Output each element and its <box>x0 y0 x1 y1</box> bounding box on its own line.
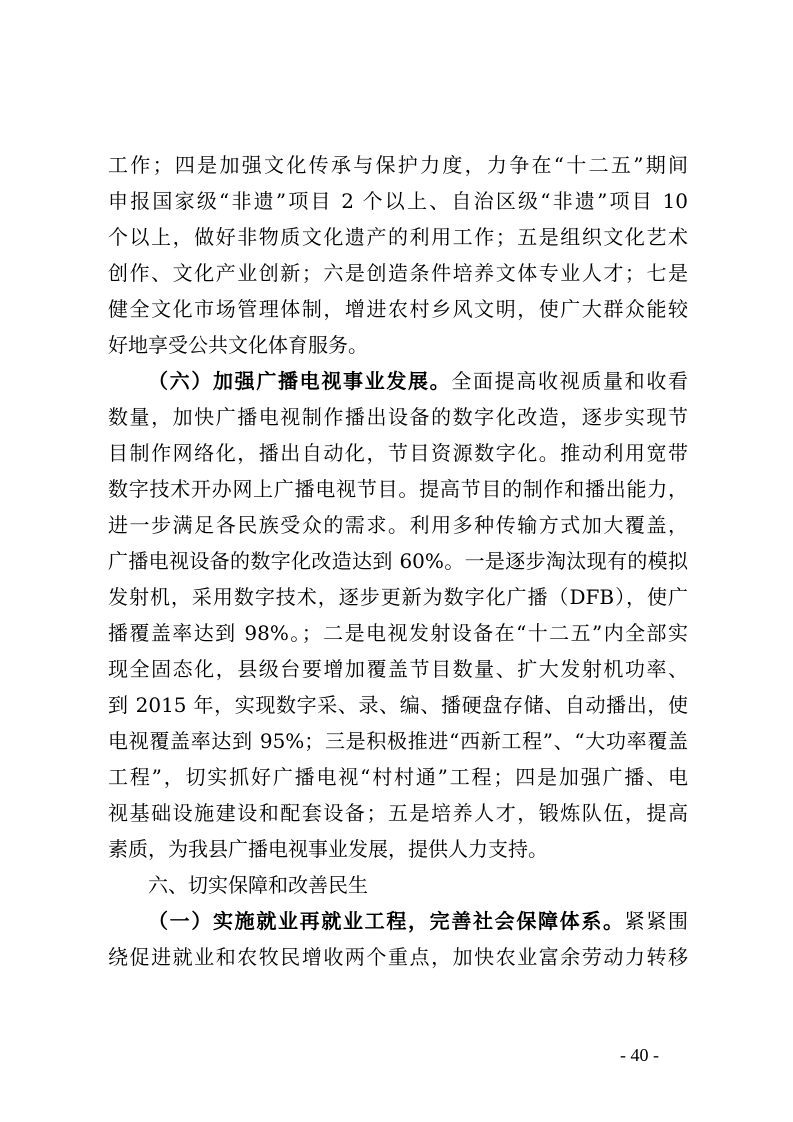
paragraph-line: 播覆盖率达到 98%。；二是电视发射设备在“十二五”内全部实 <box>108 621 688 645</box>
paragraph-line: 个以上，做好非物质文化遗产的利用工作；五是组织文化艺术 <box>108 225 688 249</box>
paragraph-line: 创作、文化产业创新；六是创造条件培养文体专业人才；七是 <box>108 261 688 285</box>
paragraph-line: 到 2015 年，实现数字采、录、编、播硬盘存储、自动播出，使 <box>108 693 688 717</box>
paragraph-line: 工程”，切实抓好广播电视“村村通”工程；四是加强广播、电 <box>108 765 688 789</box>
paragraph-line: 电视覆盖率达到 95%；三是积极推进“西新工程”、“大功率覆盖 <box>108 729 688 753</box>
paragraph-line: 绕促进就业和农牧民增收两个重点，加快农业富余劳动力转移 <box>108 945 688 969</box>
paragraph-line: 申报国家级“非遗”项目 2 个以上、自治区级“非遗”项目 10 <box>108 189 688 213</box>
section-heading: （六）加强广播电视事业发展。 <box>148 369 452 393</box>
paragraph-line: 数量，加快广播电视制作播出设备的数字化改造，逐步实现节 <box>108 405 688 429</box>
paragraph-line: 广播电视设备的数字化改造达到 60%。一是逐步淘汰现有的模拟 <box>108 549 688 573</box>
section-text: 全面提高收视质量和收看 <box>451 369 689 393</box>
section-first-line <box>148 904 688 938</box>
paragraph-line: 好地享受公共文化体育服务。 <box>108 333 368 357</box>
paragraph-line: 进一步满足各民族受众的需求。利用多种传输方式加大覆盖， <box>108 513 688 537</box>
section-text: 紧紧围 <box>624 909 689 933</box>
paragraph-line: 素质，为我县广播电视事业发展，提供人力支持。 <box>108 837 548 861</box>
section-first-line <box>148 364 688 398</box>
paragraph-line: 现全固态化，县级台要增加覆盖节目数量、扩大发射机功率、 <box>108 657 688 681</box>
chapter-heading: 六、切实保障和改善民生 <box>148 873 368 897</box>
paragraph-line: 数字技术开办网上广播电视节目。提高节目的制作和播出能力， <box>108 477 688 501</box>
paragraph-line: 视基础设施建设和配套设备；五是培养人才，锻炼队伍，提高 <box>108 801 688 825</box>
section-heading: （一）实施就业再就业工程，完善社会保障体系。 <box>148 909 625 933</box>
page-number: - 40 - <box>620 1045 659 1065</box>
paragraph-line: 工作；四是加强文化传承与保护力度，力争在“十二五”期间 <box>108 153 688 177</box>
paragraph-line: 目制作网络化，播出自动化，节目资源数字化。推动利用宽带 <box>108 441 688 465</box>
paragraph-line: 发射机，采用数字技术，逐步更新为数字化广播（DFB），使广 <box>108 585 688 609</box>
paragraph-line: 健全文化市场管理体制，增进农村乡风文明，使广大群众能较 <box>108 297 688 321</box>
